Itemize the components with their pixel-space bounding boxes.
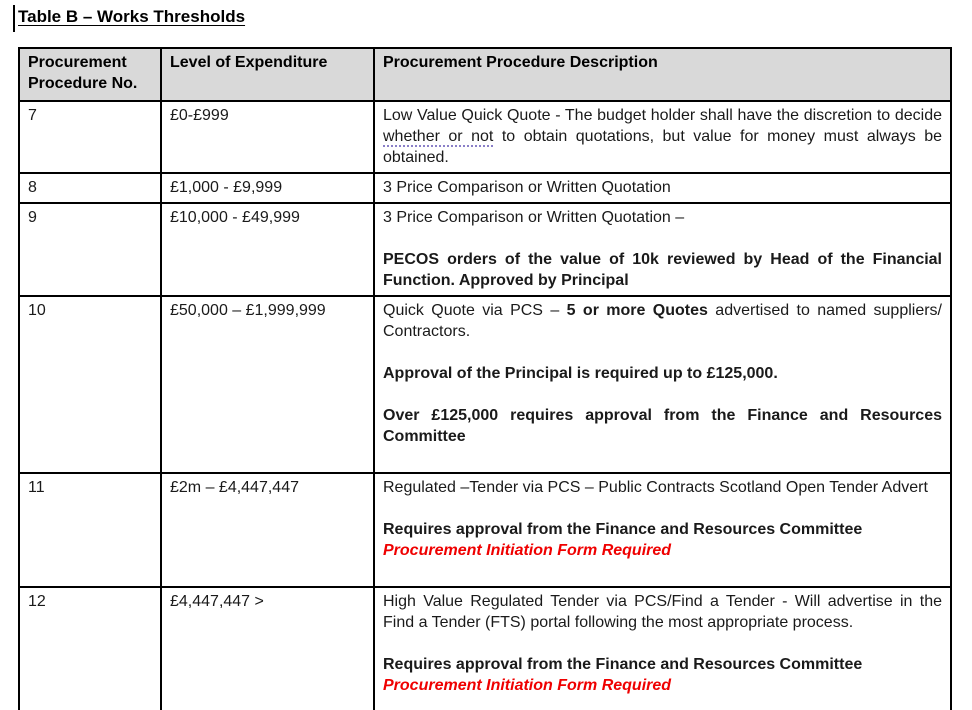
text-segment: advertised to named suppliers/ Contractors.	[383, 302, 942, 340]
cell-expenditure: £10,000 - £49,999	[161, 203, 374, 296]
description-paragraph	[383, 300, 942, 342]
description-paragraph	[383, 363, 942, 384]
works-thresholds-table	[18, 47, 952, 710]
bold-text-segment: Over £125,000 requires approval from the Finance and Resources Committee	[383, 407, 942, 445]
table-row	[19, 473, 951, 587]
description-paragraph	[383, 105, 942, 168]
cell-procedure-no: 12	[19, 587, 161, 710]
cell-procedure-no: 9	[19, 203, 161, 296]
text-segment: Regulated –Tender via PCS – Public Contracts Scotland Open Tender Advert	[383, 479, 928, 496]
table-row	[19, 101, 951, 173]
bold-text-segment: 5 or more Quotes	[566, 302, 708, 319]
text-cursor-bar	[13, 5, 15, 32]
bold-text-segment: Approval of the Principal is required up to £125,000.	[383, 365, 778, 382]
description-paragraph	[383, 228, 942, 249]
description-paragraph	[383, 447, 942, 468]
description-paragraph	[383, 654, 942, 675]
column-header-procedure-description: Procurement Procedure Description	[374, 48, 951, 101]
table-body	[19, 101, 951, 710]
column-header-procedure-no: Procurement Procedure No.	[19, 48, 161, 101]
table-row	[19, 173, 951, 203]
cell-procedure-no: 10	[19, 296, 161, 473]
cell-expenditure: £2m – £4,447,447	[161, 473, 374, 587]
description-paragraph	[383, 633, 942, 654]
cell-description	[374, 101, 951, 173]
text-segment: 3 Price Comparison or Written Quotation	[383, 179, 671, 196]
cell-procedure-no: 7	[19, 101, 161, 173]
cell-expenditure: £0-£999	[161, 101, 374, 173]
description-paragraph	[383, 477, 942, 498]
cell-description	[374, 203, 951, 296]
table-row	[19, 296, 951, 473]
column-header-level-of-expenditure: Level of Expenditure	[161, 48, 374, 101]
description-paragraph	[383, 519, 942, 540]
procurement-initiation-note: Procurement Initiation Form Required	[383, 677, 672, 694]
cell-procedure-no: 11	[19, 473, 161, 587]
cell-description	[374, 587, 951, 710]
bold-text-segment: PECOS orders of the value of 10k reviewed by Head of the Financial Function. Approved by Principal	[383, 251, 942, 289]
description-paragraph	[383, 540, 942, 561]
cell-description	[374, 296, 951, 473]
cell-description	[374, 173, 951, 203]
cell-expenditure: £50,000 – £1,999,999	[161, 296, 374, 473]
table-row	[19, 203, 951, 296]
cell-expenditure: £4,447,447 >	[161, 587, 374, 710]
description-paragraph	[383, 675, 942, 696]
description-paragraph	[383, 207, 942, 228]
description-paragraph	[383, 591, 942, 633]
text-segment: 3 Price Comparison or Written Quotation –	[383, 209, 685, 226]
bold-text-segment: Requires approval from the Finance and Resources Committee	[383, 521, 863, 538]
cell-procedure-no: 8	[19, 173, 161, 203]
cell-expenditure: £1,000 - £9,999	[161, 173, 374, 203]
text-segment: High Value Regulated Tender via PCS/Find a Tender - Will advertise in the Find a Tender (FTS) portal following the most appropriate process.	[383, 593, 942, 631]
description-paragraph	[383, 498, 942, 519]
text-segment: to obtain quotations, but value for money must always be obtained.	[383, 128, 943, 166]
description-paragraph	[383, 177, 942, 198]
cell-description	[374, 473, 951, 587]
table-header-row	[19, 48, 951, 101]
bold-text-segment: Requires approval from the Finance and Resources Committee	[383, 656, 863, 673]
grammar-flagged-text: whether or not	[383, 128, 494, 145]
text-segment: Quick Quote via PCS –	[383, 302, 567, 319]
procurement-initiation-note: Procurement Initiation Form Required	[383, 542, 672, 559]
table-row	[19, 587, 951, 710]
page-title: Table B – Works Thresholds	[18, 7, 246, 26]
description-paragraph	[383, 384, 942, 405]
text-segment: Low Value Quick Quote - The budget holder shall have the discretion to decide	[383, 107, 942, 124]
description-paragraph	[383, 342, 942, 363]
description-paragraph	[383, 249, 942, 291]
description-paragraph	[383, 405, 942, 447]
